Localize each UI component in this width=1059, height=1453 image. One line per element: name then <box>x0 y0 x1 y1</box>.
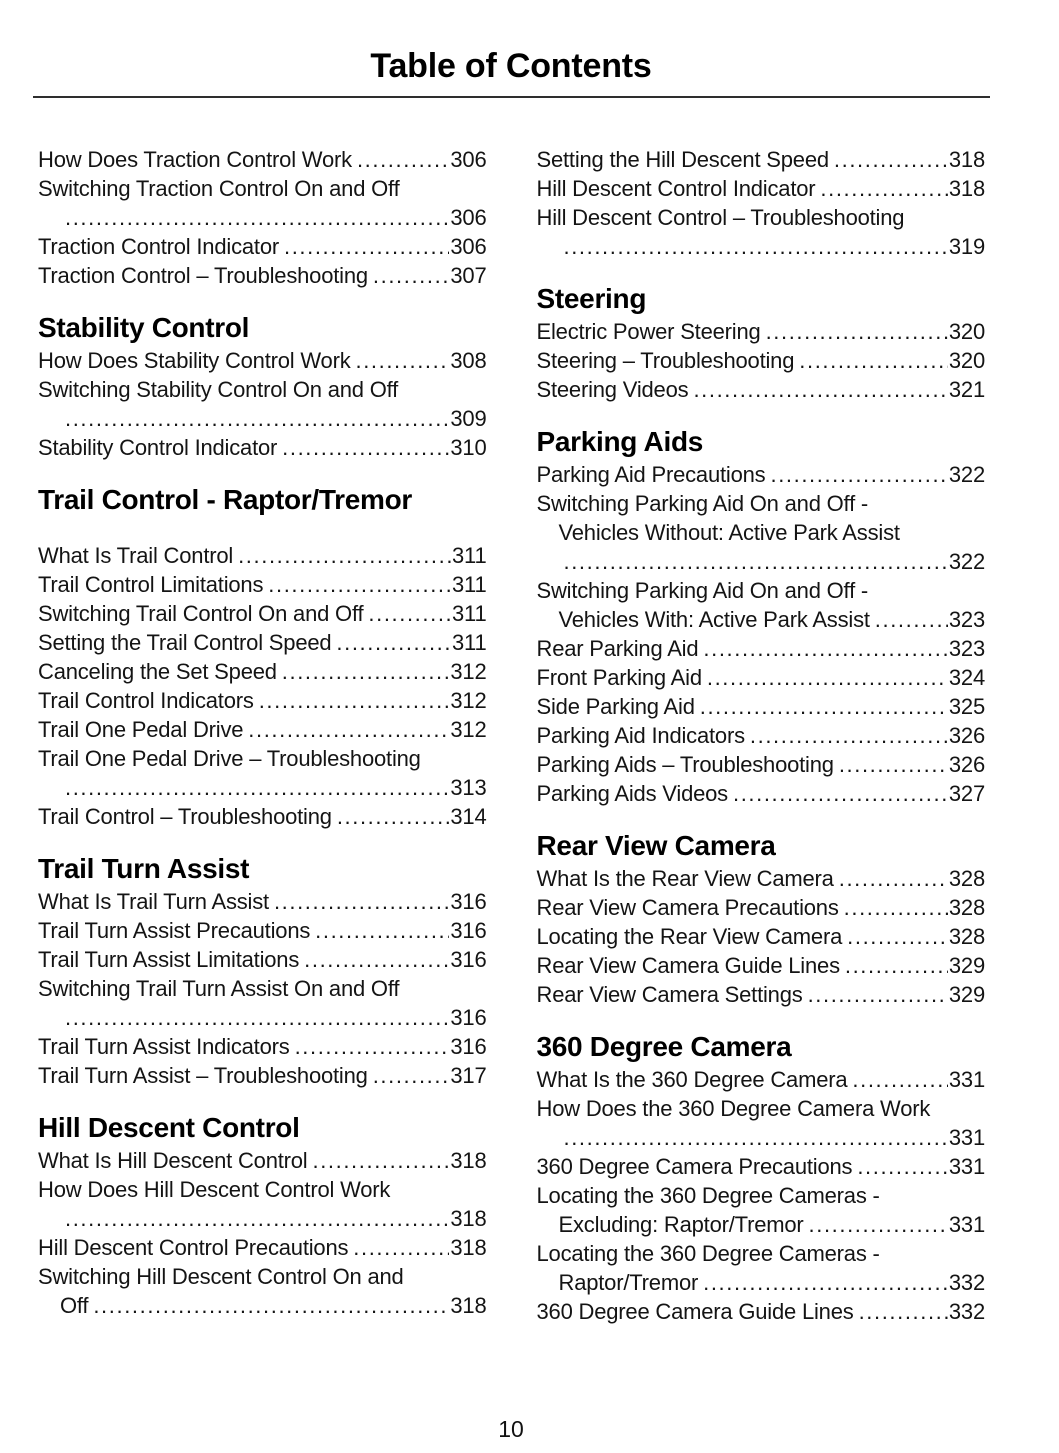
toc-section <box>537 829 986 1009</box>
toc-entry-line <box>38 686 487 715</box>
toc-entry-line <box>38 974 487 1003</box>
toc-entry-line <box>38 916 487 945</box>
toc-entry-text: Side Parking Aid <box>536 694 695 719</box>
page-number-ref: 306 <box>450 147 487 172</box>
dot-leader <box>703 634 948 663</box>
toc-entry-text: Excluding: Raptor/Tremor <box>558 1212 804 1237</box>
toc-entry-text: Parking Aid Indicators <box>536 723 745 748</box>
toc-entry-text: Trail Control Limitations <box>38 572 264 597</box>
toc-entry-line <box>537 1239 986 1268</box>
toc-entry-line <box>537 864 986 893</box>
toc-entry-line <box>537 1065 986 1094</box>
page-number-ref: 323 <box>948 607 985 632</box>
page-number-ref: 320 <box>948 319 985 344</box>
toc-entry-text: Trail One Pedal Drive <box>38 717 244 742</box>
toc-entry-text: Steering – Troubleshooting <box>536 348 795 373</box>
toc-entry-line <box>537 317 986 346</box>
toc-entry-line <box>38 433 487 462</box>
page-number-ref: 306 <box>450 205 487 230</box>
toc-entry-text: Locating the Rear View Camera <box>536 924 843 949</box>
toc-entry-line <box>38 232 487 261</box>
dot-leader <box>733 779 948 808</box>
page-title: Table of Contents <box>370 47 652 85</box>
toc-entry-line <box>38 1032 487 1061</box>
toc-section <box>38 483 487 831</box>
toc-entry-text: Vehicles With: Active Park Assist <box>558 607 870 632</box>
page-number-ref: 318 <box>948 176 985 201</box>
toc-section <box>537 425 986 808</box>
toc-entry-line <box>38 1003 487 1032</box>
toc-entry-line <box>537 1268 986 1297</box>
page-number-ref: 326 <box>948 752 985 777</box>
toc-entry-text: Switching Parking Aid On and Off - <box>536 578 869 603</box>
page-number-ref: 331 <box>948 1154 985 1179</box>
page-number-ref: 311 <box>452 572 487 597</box>
toc-entry-line <box>537 605 986 634</box>
page-number-ref: 329 <box>948 953 985 978</box>
toc-section <box>38 852 487 1090</box>
page-number-ref: 328 <box>948 895 985 920</box>
section-heading: Steering <box>536 283 647 314</box>
toc-entry-line <box>38 404 487 433</box>
dot-leader <box>268 570 451 599</box>
page-number-ref: 317 <box>450 1063 487 1088</box>
page-number-ref: 331 <box>948 1125 985 1150</box>
toc-entry-text: Electric Power Steering <box>536 319 761 344</box>
toc-entry-text: Setting the Hill Descent Speed <box>536 147 829 172</box>
toc-entry-text: Front Parking Aid <box>536 665 702 690</box>
toc-entry-text: How Does Traction Control Work <box>38 147 352 172</box>
toc-entry-text: Locating the 360 Degree Cameras - <box>536 1183 880 1208</box>
toc-entry-text: Switching Stability Control On and Off <box>38 377 399 402</box>
dot-leader <box>337 802 450 831</box>
toc-entry-line <box>38 541 487 570</box>
dot-leader <box>707 663 948 692</box>
dot-leader <box>834 145 948 174</box>
toc-entry-line <box>38 773 487 802</box>
toc-entry-text: 360 Degree Camera Precautions <box>536 1154 853 1179</box>
toc-section <box>537 282 986 404</box>
toc-column-2 <box>537 145 986 1326</box>
toc-entry-text: Switching Parking Aid On and Off - <box>536 491 869 516</box>
toc-entry-line <box>537 1210 986 1239</box>
dot-leader <box>284 232 449 261</box>
toc-entry-text: Parking Aids – Troubleshooting <box>536 752 834 777</box>
toc-entry-text: Trail Turn Assist Precautions <box>38 918 311 943</box>
toc-entry-line <box>38 1061 487 1090</box>
page-number-ref: 323 <box>948 636 985 661</box>
toc-entry-text: Switching Trail Control On and Off <box>38 601 364 626</box>
toc-entry-line <box>537 375 986 404</box>
dot-leader <box>703 1268 948 1297</box>
toc-entry-line <box>537 893 986 922</box>
page-number-ref: 322 <box>948 549 985 574</box>
toc-entry-line <box>537 1181 986 1210</box>
toc-entry-line <box>38 945 487 974</box>
toc-entry-line <box>38 375 487 404</box>
toc-entry-text: Switching Trail Turn Assist On and Off <box>38 976 400 1001</box>
toc-entry-text: Rear View Camera Guide Lines <box>536 953 840 978</box>
dot-leader <box>809 1210 948 1239</box>
dot-leader <box>839 864 948 893</box>
dot-leader <box>282 433 449 462</box>
toc-entry-text: Hill Descent Control Indicator <box>536 176 816 201</box>
page-number-ref: 316 <box>450 889 487 914</box>
page-number-ref: 308 <box>450 348 487 373</box>
toc-entry-line <box>537 346 986 375</box>
toc-entry-text: Traction Control Indicator <box>38 234 279 259</box>
page-number-ref: 316 <box>450 1034 487 1059</box>
toc-entry-line <box>38 715 487 744</box>
page-number-ref: 331 <box>948 1067 985 1092</box>
page-number-ref: 306 <box>450 234 487 259</box>
toc-entry-line <box>537 779 986 808</box>
toc-entry-text: Stability Control Indicator <box>38 435 278 460</box>
manual-toc-page <box>0 46 1022 1453</box>
toc-entry-line <box>38 570 487 599</box>
dot-leader <box>750 721 948 750</box>
toc-section <box>537 1030 986 1326</box>
dot-leader <box>304 945 449 974</box>
page-number-ref: 312 <box>450 717 487 742</box>
dot-leader <box>845 951 948 980</box>
toc-entry-text: Trail Turn Assist – Troubleshooting <box>38 1063 368 1088</box>
dot-leader <box>766 317 948 346</box>
toc-entry-text: Setting the Trail Control Speed <box>38 630 332 655</box>
toc-entry-text: Rear Parking Aid <box>536 636 699 661</box>
toc-entry-line <box>38 887 487 916</box>
toc-entry-line <box>38 1233 487 1262</box>
dot-leader <box>564 1123 948 1152</box>
page-number-ref: 318 <box>450 1293 487 1318</box>
toc-entry-text: Switching Hill Descent Control On and <box>38 1264 404 1289</box>
dot-leader <box>693 375 947 404</box>
toc-entry-text: Traction Control – Troubleshooting <box>38 263 368 288</box>
toc-entry-text: Trail Turn Assist Indicators <box>38 1034 290 1059</box>
page-number-ref: 311 <box>452 543 487 568</box>
toc-entry-line <box>537 232 986 261</box>
toc-entry-line <box>537 634 986 663</box>
dot-leader <box>859 1297 948 1326</box>
toc-section <box>38 311 487 462</box>
toc-columns <box>38 145 985 1326</box>
dot-leader <box>875 605 948 634</box>
toc-entry-text: How Does the 360 Degree Camera Work <box>536 1096 931 1121</box>
dot-leader <box>564 232 948 261</box>
toc-entry-line <box>38 174 487 203</box>
toc-entry-line <box>38 1146 487 1175</box>
page-number-ref: 316 <box>450 918 487 943</box>
page-number-ref: 322 <box>948 462 985 487</box>
page-number-ref: 320 <box>948 348 985 373</box>
toc-entry-text: Raptor/Tremor <box>558 1270 699 1295</box>
section-heading: Trail Turn Assist <box>38 853 250 884</box>
toc-entry-line <box>38 744 487 773</box>
page-number-ref: 316 <box>450 1005 487 1030</box>
dot-leader <box>313 1146 450 1175</box>
toc-entry-text: 360 Degree Camera Guide Lines <box>536 1299 854 1324</box>
dot-leader <box>368 599 451 628</box>
page-number-ref: 328 <box>948 866 985 891</box>
toc-entry-text: Parking Aids Videos <box>536 781 728 806</box>
section-heading: Parking Aids <box>536 426 704 457</box>
dot-leader <box>564 547 948 576</box>
page-number-ref: 318 <box>948 147 985 172</box>
page-number-ref: 309 <box>450 406 487 431</box>
toc-entry-line <box>537 518 986 547</box>
page-number-ref: 321 <box>948 377 985 402</box>
toc-entry-line <box>38 261 487 290</box>
toc-entry-line <box>38 1204 487 1233</box>
toc-entry-line <box>38 802 487 831</box>
page-number-ref: 325 <box>948 694 985 719</box>
toc-entry-text: Hill Descent Control Precautions <box>38 1235 349 1260</box>
page-number-ref: 326 <box>948 723 985 748</box>
page-number-ref: 314 <box>450 804 487 829</box>
dot-leader <box>357 145 449 174</box>
page-number-ref: 327 <box>948 781 985 806</box>
dot-leader <box>353 1233 449 1262</box>
toc-entry-line <box>38 1262 487 1291</box>
dot-leader <box>295 1032 450 1061</box>
toc-entry-text: Locating the 360 Degree Cameras - <box>536 1241 880 1266</box>
dot-leader <box>238 541 451 570</box>
toc-entry-line <box>537 145 986 174</box>
toc-entry-text: Rear View Camera Precautions <box>536 895 839 920</box>
dot-leader <box>820 174 947 203</box>
toc-entry-text: Off <box>60 1293 89 1318</box>
toc-entry-line <box>537 489 986 518</box>
toc-entry-line <box>38 145 487 174</box>
toc-entry-text: How Does Hill Descent Control Work <box>38 1177 391 1202</box>
toc-entry-line <box>537 460 986 489</box>
dot-leader <box>65 773 449 802</box>
page-number-ref: 329 <box>948 982 985 1007</box>
section-heading: Stability Control <box>38 312 250 343</box>
dot-leader <box>770 460 947 489</box>
toc-entry-text: Trail One Pedal Drive – Troubleshooting <box>38 746 421 771</box>
page-number-ref: 318 <box>450 1148 487 1173</box>
toc-entry-text: What Is Trail Control <box>38 543 234 568</box>
dot-leader <box>274 887 449 916</box>
page-number-ref: 311 <box>452 630 487 655</box>
dot-leader <box>700 692 948 721</box>
page-number-ref: 316 <box>450 947 487 972</box>
toc-column-1 <box>38 145 487 1326</box>
section-heading: Trail Control - Raptor/Tremor <box>38 484 413 515</box>
page-number-ref: 318 <box>450 1206 487 1231</box>
toc-entry-line <box>537 547 986 576</box>
toc-entry-line <box>38 1175 487 1204</box>
dot-leader <box>65 404 449 433</box>
dot-leader <box>373 1061 450 1090</box>
dot-leader <box>259 686 450 715</box>
dot-leader <box>847 922 948 951</box>
dot-leader <box>93 1291 449 1320</box>
toc-entry-line <box>537 1152 986 1181</box>
page-number-ref: 319 <box>948 234 985 259</box>
section-heading: Rear View Camera <box>536 830 776 861</box>
page-number: 10 <box>498 1416 524 1442</box>
dot-leader <box>65 203 449 232</box>
toc-entry-line <box>537 721 986 750</box>
toc-entry-text: Trail Control – Troubleshooting <box>38 804 332 829</box>
toc-entry-text: What Is Hill Descent Control <box>38 1148 308 1173</box>
page-number-ref: 307 <box>450 263 487 288</box>
toc-entry-text: What Is the Rear View Camera <box>536 866 834 891</box>
toc-entry-text: Trail Control Indicators <box>38 688 254 713</box>
toc-entry-line <box>537 951 986 980</box>
dot-leader <box>248 715 449 744</box>
dot-leader <box>839 750 948 779</box>
dot-leader <box>852 1065 947 1094</box>
page-number-ref: 312 <box>450 688 487 713</box>
toc-entry-line <box>38 628 487 657</box>
toc-entry-line <box>38 203 487 232</box>
toc-entry-line <box>38 657 487 686</box>
dot-leader <box>282 657 450 686</box>
page-number-ref: 331 <box>948 1212 985 1237</box>
toc-entry-line <box>537 203 986 232</box>
page-number-ref: 310 <box>450 435 487 460</box>
toc-entry-text: What Is the 360 Degree Camera <box>536 1067 848 1092</box>
section-heading: Hill Descent Control <box>38 1112 300 1143</box>
page-number-ref: 311 <box>452 601 487 626</box>
page-number-ref: 312 <box>450 659 487 684</box>
toc-entry-text: Steering Videos <box>536 377 689 402</box>
dot-leader <box>315 916 449 945</box>
page-number-ref: 332 <box>948 1270 985 1295</box>
dot-leader <box>65 1204 449 1233</box>
dot-leader <box>799 346 948 375</box>
toc-entry-text: Switching Traction Control On and Off <box>38 176 400 201</box>
toc-entry-text: What Is Trail Turn Assist <box>38 889 269 914</box>
dot-leader <box>808 980 948 1009</box>
dot-leader <box>844 893 948 922</box>
toc-entry-text: Trail Turn Assist Limitations <box>38 947 300 972</box>
toc-entry-line <box>38 599 487 628</box>
toc-entry-line <box>537 663 986 692</box>
toc-entry-line <box>537 750 986 779</box>
toc-entry-line <box>537 1094 986 1123</box>
toc-entry-line <box>537 922 986 951</box>
header-rule <box>33 96 990 98</box>
toc-entry-text: How Does Stability Control Work <box>38 348 351 373</box>
toc-section <box>38 1111 487 1320</box>
page-number-ref: 318 <box>450 1235 487 1260</box>
toc-entry-text: Canceling the Set Speed <box>38 659 277 684</box>
toc-entry-line <box>537 1123 986 1152</box>
toc-entry-text: Hill Descent Control – Troubleshooting <box>536 205 905 230</box>
page-number-ref: 328 <box>948 924 985 949</box>
dot-leader <box>373 261 449 290</box>
toc-entry-line <box>38 1291 487 1320</box>
dot-leader <box>336 628 451 657</box>
page-number-ref: 313 <box>450 775 487 800</box>
toc-entry-line <box>537 576 986 605</box>
toc-entry-line <box>38 346 487 375</box>
toc-entry-line <box>537 980 986 1009</box>
dot-leader <box>65 1003 449 1032</box>
toc-entry-line <box>537 1297 986 1326</box>
toc-entry-text: Vehicles Without: Active Park Assist <box>558 520 900 545</box>
dot-leader <box>356 346 450 375</box>
toc-entry-line <box>537 174 986 203</box>
page-number-ref: 332 <box>948 1299 985 1324</box>
toc-entry-text: Parking Aid Precautions <box>536 462 766 487</box>
toc-entry-text: Rear View Camera Settings <box>536 982 803 1007</box>
toc-entry-line <box>537 692 986 721</box>
toc-section <box>38 145 487 290</box>
section-heading: 360 Degree Camera <box>536 1031 792 1062</box>
dot-leader <box>857 1152 948 1181</box>
toc-section <box>537 145 986 261</box>
page-number-ref: 324 <box>948 665 985 690</box>
